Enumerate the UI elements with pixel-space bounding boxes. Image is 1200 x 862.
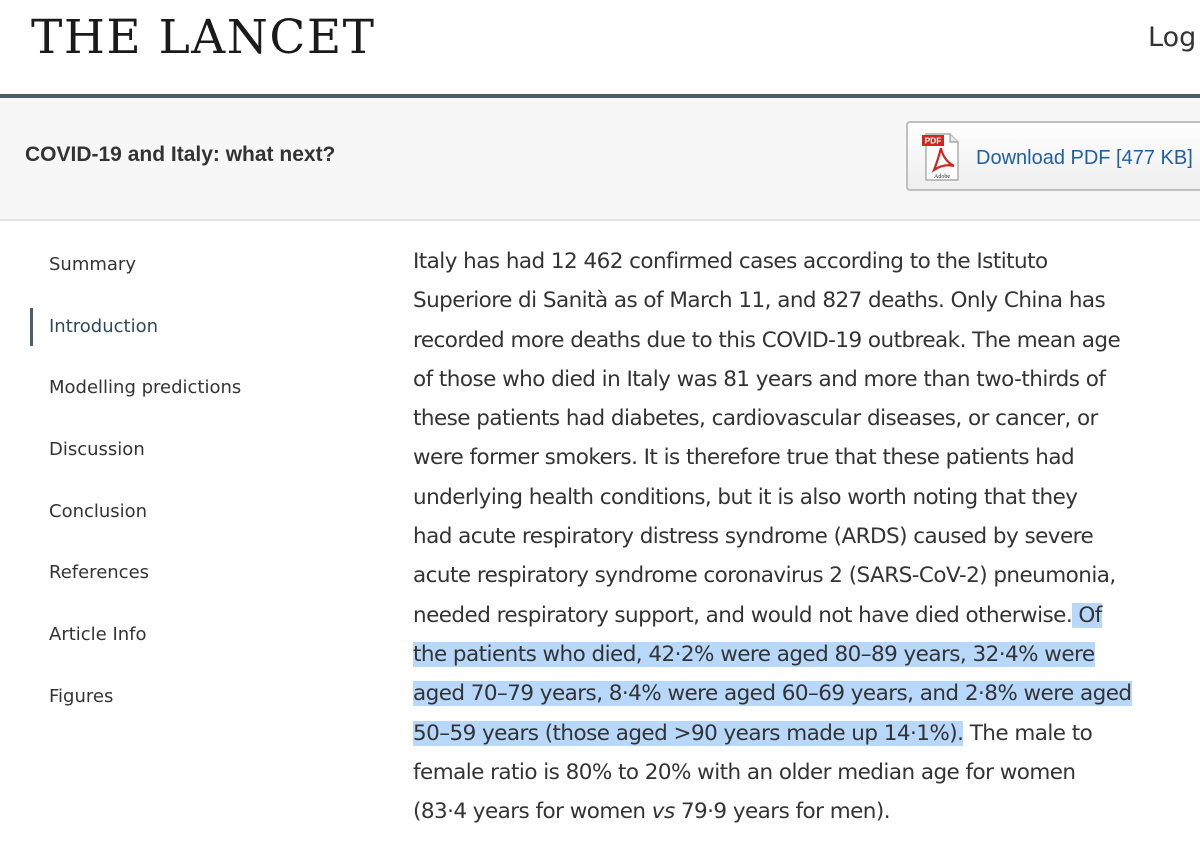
login-link[interactable]: Log <box>1148 22 1197 53</box>
article-paragraph <box>413 242 1173 831</box>
selected-text: aged 70–79 years, 8·4% were aged 60–69 years, and 2·8% were aged <box>413 681 1132 707</box>
paragraph-line <box>413 674 1173 713</box>
pdf-file-icon <box>922 132 962 182</box>
toc-active-indicator <box>30 308 33 346</box>
paragraph-line: had acute respiratory distress syndrome (ARDS) caused by severe <box>413 524 1094 550</box>
paragraph-line: acute respiratory syndrome coronavirus 2 (SARS-CoV-2) pneumonia, <box>413 563 1116 589</box>
text-segment: 79·9 years for men). <box>674 799 891 825</box>
article-toc <box>0 230 330 750</box>
adobe-brand-text: Adobe <box>934 174 950 180</box>
selected-text: Of <box>1072 602 1102 628</box>
paragraph-line <box>413 714 1173 753</box>
paragraph-line: were former smokers. It is therefore true that these patients had <box>413 445 1075 471</box>
text-segment: needed respiratory support, and would not have died otherwise. <box>413 602 1073 628</box>
toc-item-discussion[interactable]: Discussion <box>49 439 145 460</box>
download-pdf-label: Download PDF [477 KB] <box>976 147 1193 169</box>
article-title: COVID-19 and Italy: what next? <box>25 143 336 166</box>
paragraph-line <box>413 792 1173 831</box>
toc-item-modelling-predictions[interactable]: Modelling predictions <box>49 377 242 398</box>
masthead <box>0 0 1200 96</box>
toc-item-summary[interactable]: Summary <box>49 254 136 275</box>
paragraph-line: female ratio is 80% to 20% with an older median age for women <box>413 759 1076 785</box>
selected-text: the patients who died, 42·2% were aged 80–89 years, 32·4% were <box>413 641 1095 667</box>
pdf-icon-text: PDF <box>924 135 942 146</box>
paragraph-line <box>413 635 1173 674</box>
italic-text: vs <box>651 799 675 825</box>
paragraph-line <box>413 596 1173 635</box>
paragraph-line: recorded more deaths due to this COVID-19 outbreak. The mean age <box>413 327 1121 353</box>
paragraph-line: these patients had diabetes, cardiovascular diseases, or cancer, or <box>413 406 1098 432</box>
toc-item-references[interactable]: References <box>49 562 150 583</box>
selected-text: 50–59 years (those aged >90 years made up 14·1%). <box>413 720 964 746</box>
lancet-logo[interactable]: THE LANCET <box>31 10 376 65</box>
toc-item-article-info[interactable]: Article Info <box>49 624 147 645</box>
toc-item-conclusion[interactable]: Conclusion <box>49 501 148 522</box>
toc-item-figures[interactable]: Figures <box>49 686 114 707</box>
paragraph-line: of those who died in Italy was 81 years and more than two-thirds of <box>413 366 1106 392</box>
text-segment: (83·4 years for women <box>413 799 652 825</box>
paragraph-line: underlying health conditions, but it is also worth noting that they <box>413 484 1078 510</box>
toc-item-introduction[interactable]: Introduction <box>49 316 159 337</box>
text-segment: The male to <box>963 720 1093 746</box>
paragraph-line: Superiore di Sanità as of March 11, and 827 deaths. Only China has <box>413 288 1106 314</box>
download-pdf-button[interactable] <box>906 121 1200 191</box>
header-divider <box>0 219 1200 221</box>
paragraph-line: Italy has had 12 462 confirmed cases according to the Istituto <box>413 249 1048 274</box>
